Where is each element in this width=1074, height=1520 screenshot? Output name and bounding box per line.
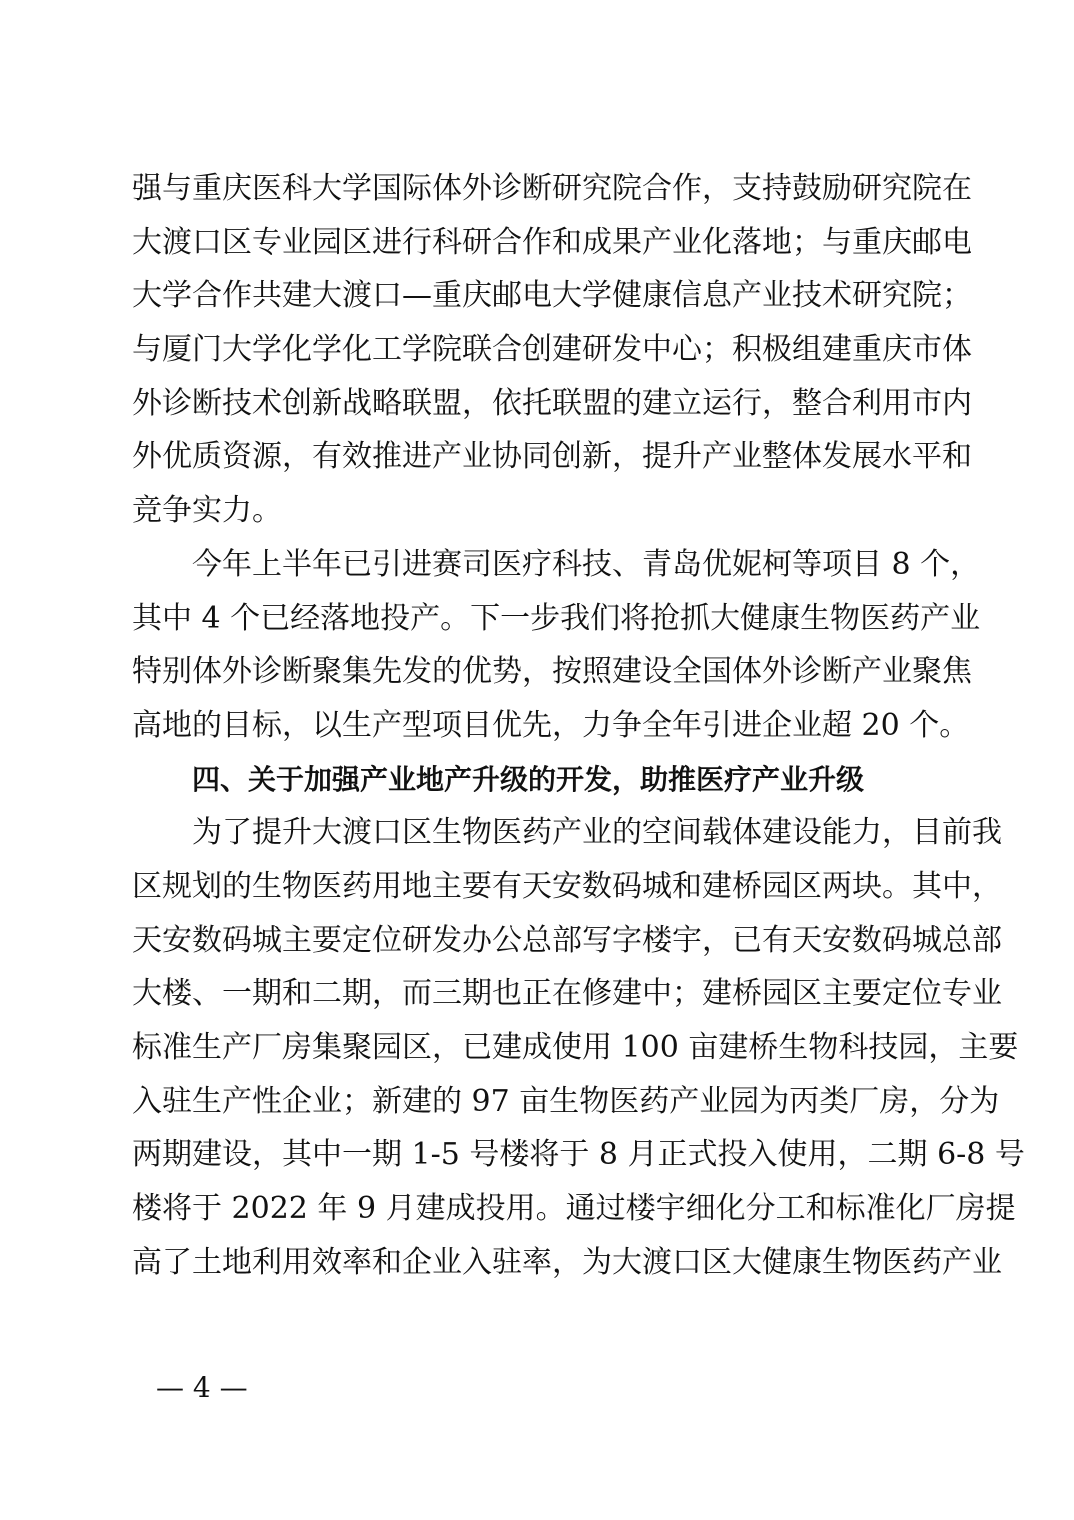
text-line: 竞争实力。 [132,493,282,529]
text-line: 特别体外诊断聚集先发的优势，按照建设全国体外诊断产业聚焦 [132,654,972,690]
text-line: 天安数码城主要定位研发办公总部写字楼宇，已有天安数码城总部 [132,922,1002,958]
text-line: 强与重庆医科大学国际体外诊断研究院合作，支持鼓励研究院在 [132,171,972,206]
text-line: 与厦门大学化学化工学院联合创建研发中心；积极组建重庆市体 [132,332,972,368]
text-line: 入驻生产性企业；新建的 97 亩生物医药产业园为丙类厂房，分为 [132,1083,1000,1119]
text-line: 其中 4 个已经落地投产。下一步我们将抢抓大健康生物医药产业 [132,600,981,636]
text-line: 区规划的生物医药用地主要有天安数码城和建桥园区两块。其中， [132,868,1002,904]
text-line: 外诊断技术创新战略联盟，依托联盟的建立运行，整合利用市内 [132,385,972,421]
text-line: 楼将于 2022 年 9 月建成投用。通过楼宇细化分工和标准化厂房提 [132,1191,1016,1227]
text-line: 外优质资源，有效推进产业协同创新，提升产业整体发展水平和 [132,439,972,475]
section-heading: 四、关于加强产业地产升级的开发，助推医疗产业升级 [192,762,865,796]
text-line: 标准生产厂房集聚园区，已建成使用 100 亩建桥生物科技园，主要 [132,1030,1019,1065]
body-text [132,162,1025,1289]
text-line: 大学合作共建大渡口—重庆邮电大学健康信息产业技术研究院； [132,278,972,314]
page-number: — 4 — [156,1371,248,1404]
text-line: 大渡口区专业园区进行科研合作和成果产业化落地；与重庆邮电 [132,224,972,260]
text-line: 高了土地利用效率和企业入驻率，为大渡口区大健康生物医药产业 [132,1244,1002,1280]
text-line: 今年上半年已引进赛司医疗科技、青岛优妮柯等项目 8 个， [192,546,981,582]
text-line: 为了提升大渡口区生物医药产业的空间载体建设能力，目前我 [192,815,1002,851]
text-line: 大楼、一期和二期，而三期也正在修建中；建桥园区主要定位专业 [132,976,1002,1012]
text-line: 高地的目标，以生产型项目优先，力争全年引进企业超 20 个。 [132,707,970,743]
text-line: 两期建设，其中一期 1-5 号楼将于 8 月正式投入使用，二期 6-8 号 [132,1137,1025,1173]
